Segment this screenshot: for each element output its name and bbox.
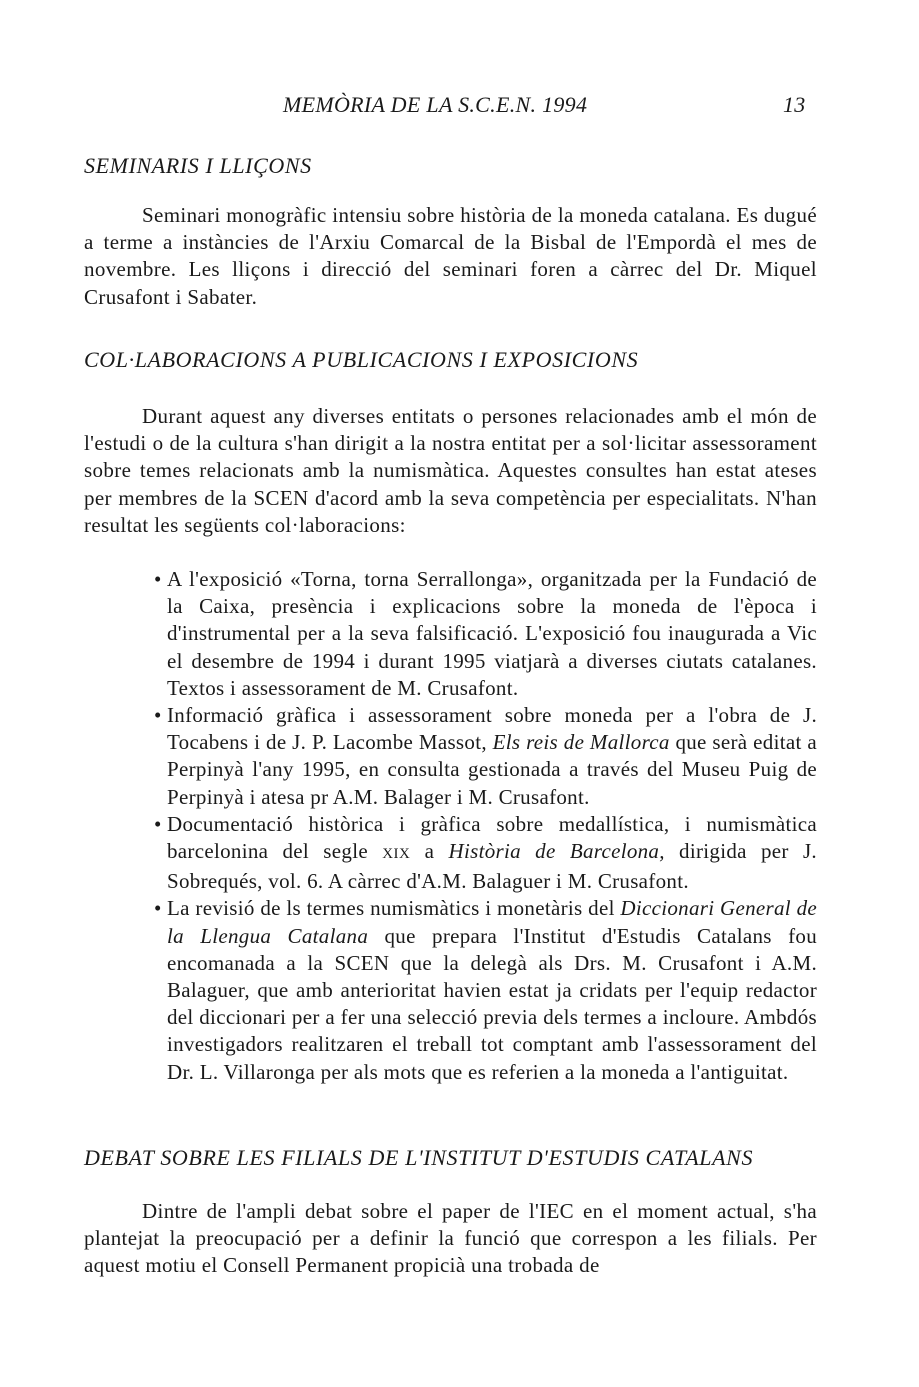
bullet-icon: • (154, 703, 162, 728)
page-number: 13 (783, 92, 806, 117)
running-title: MEMÒRIA DE LA S.C.E.N. 1994 (283, 92, 588, 117)
list-item (154, 702, 817, 811)
section-heading-col-laboracions: COL·LABORACIONS A PUBLICACIONS I EXPOSICIONS (84, 347, 639, 372)
bullet-icon: • (154, 567, 162, 591)
collaborations-list (154, 566, 817, 1086)
paragraph-col-laboracions: Durant aquest any diverses entitats o persones relacionades amb el món de l'estudi o de la cultura s'han dirigit a la nostra entitat per a sol·licitar assessorament sobre temes relacionats amb la numismàtica. Aquestes consultes han estat ateses per membres de la SCEN d'acord amb la seva competència per especialitats. N'han resultat les següents col·laboracions: (84, 404, 817, 537)
running-header (0, 92, 919, 122)
list-item (154, 895, 817, 1085)
list-item (154, 811, 817, 896)
section-heading-debat: DEBAT SOBRE LES FILIALS DE L'INSTITUT D'ESTUDIS CATALANS (84, 1145, 754, 1170)
list-item-text: dirigida per J. Sobrequés, vol. 6. A càrrec d'A.M. Balaguer i M. Crusafont. (167, 839, 817, 894)
bullet-icon: • (154, 811, 162, 836)
list-item-text: Documentació històrica i gràfica sobre medallística, i numismàtica barcelonina del segle (167, 811, 817, 864)
list-item-text: que serà editat a Perpinyà l'any 1995, en consulta gestionada a través del Museu Puig de Perpinyà i atesa pr A.M. Balager i M. Crusafont. (167, 730, 817, 809)
list-item (154, 566, 817, 702)
bullet-icon: • (154, 896, 162, 921)
paragraph-seminaris: Seminari monogràfic intensiu sobre història de la moneda catalana. Es dugué a terme a instàncies de l'Arxiu Comarcal de la Bisbal de l'Empordà el mes de novembre. Les lliçons i direcció del seminari foren a càrrec del Dr. Miquel Crusafont i Sabater. (84, 203, 817, 309)
list-item-text: La revisió de ls termes numismàtics i monetàris del (167, 896, 621, 921)
list-item-text: a (410, 839, 449, 864)
century-numeral: XIX (382, 846, 411, 863)
list-item-text: A l'exposició «Torna, torna Serrallonga», organitzada per la Fundació de la Caixa, presència i explicacions sobre la moneda de l'època i d'instrumental per a la seva falsificació. L'exposició fou inaugurada a Vic el desembre de 1994 i durant 1995 viatjarà a diverses ciutats catalanes. Textos i assessorament de M. Crusafont. (167, 567, 817, 700)
paragraph-debat: Dintre de l'ampli debat sobre el paper de l'IEC en el moment actual, s'ha plantejat la preocupació per a definir la funció que correspon a les filials. Per aquest motiu el Consell Permanent propicià una trobada de (84, 1199, 817, 1278)
book-title: Els reis de Mallorca (492, 730, 670, 755)
section-heading-seminaris: SEMINARIS I LLIÇONS (84, 153, 312, 178)
book-title: Diccionari General de la Llengua Catalana (167, 896, 818, 948)
list-item-text: que prepara l'Institut d'Estudis Catalans fou encomanada a la SCEN que la delegà als Drs. M. Crusafont i A.M. Balaguer, que amb anterioritat havien estat ja cridats per l'equip redactor del diccionari per a fer una selecció previa dels termes a incloure. Ambdós investigadors realitzaren el treball tot comptant amb l'assessorament del Dr. L. Villaronga per als mots que es referien a la moneda a l'antiguitat. (167, 923, 818, 1084)
book-title: Història de Barcelona, (448, 839, 665, 864)
list-item-text: Informació gràfica i assessorament sobre moneda per a l'obra de J. Tocabens i de J. P. Lacombe Massot, (167, 703, 817, 755)
